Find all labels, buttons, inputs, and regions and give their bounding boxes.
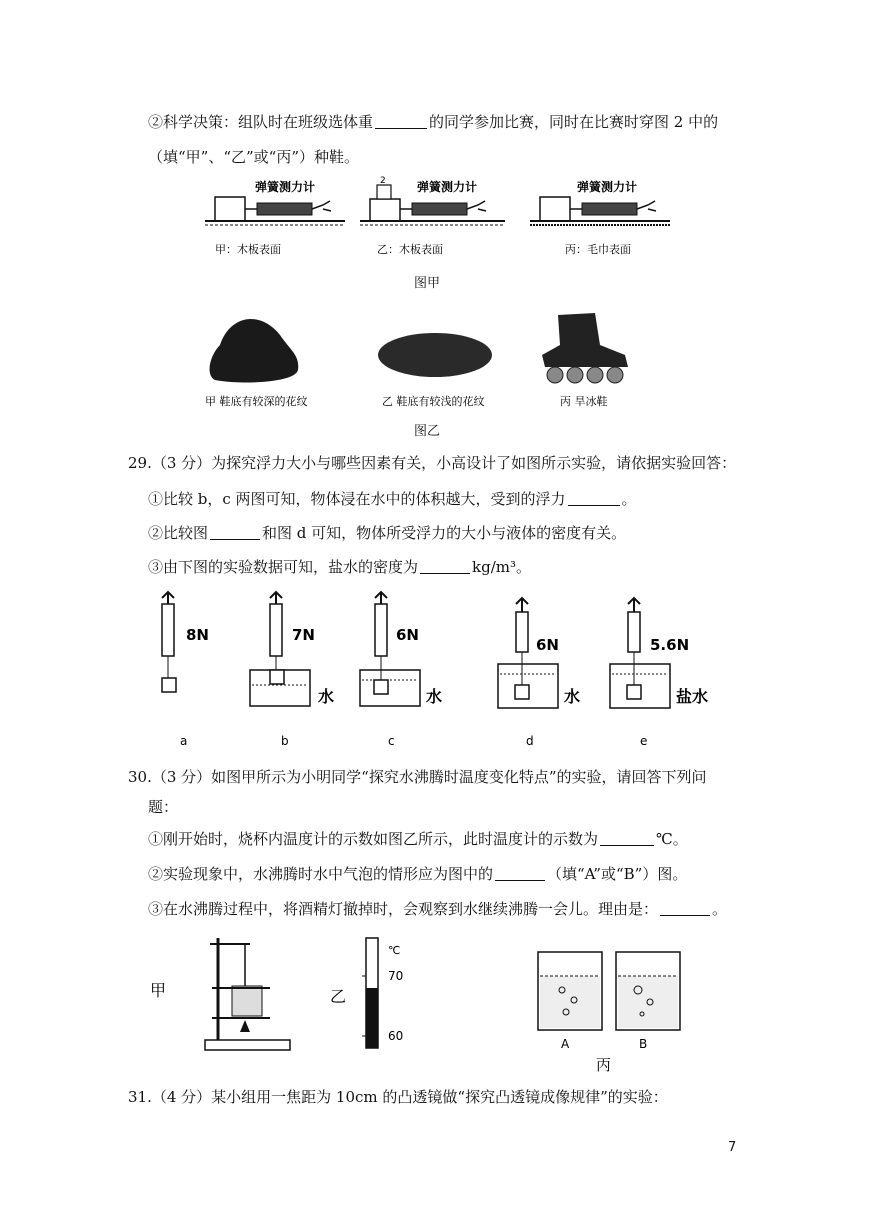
- spring-label-1: 弹簧测力计: [255, 180, 316, 194]
- beaker-b: [616, 952, 680, 1051]
- spring-label-2: 弹簧测力计: [417, 180, 478, 194]
- q30-item3: ③在水沸腾过程中，将酒精灯撤掉时，会观察到水继续沸腾一会儿。理由是： 。: [148, 900, 728, 918]
- setup-e: [610, 598, 708, 708]
- label-e: e: [640, 734, 648, 748]
- roller-skate: [542, 313, 628, 383]
- shoe-deep-tread: [210, 319, 299, 383]
- buoyancy-figure: [150, 590, 740, 750]
- reading-e: 5.6N: [650, 636, 690, 654]
- q29-stem: 29.（3 分）为探究浮力大小与哪些因素有关，小高设计了如图所示实验，请依据实验回答：: [128, 454, 737, 472]
- shoe-caption-yi: 乙 鞋底有较浅的花纹: [382, 395, 485, 408]
- thermo-70: 70: [388, 969, 404, 983]
- page-number: 7: [728, 1140, 737, 1155]
- iron-stand: [205, 938, 290, 1050]
- figure-jia-title: 图甲: [414, 276, 441, 291]
- q31-stem: 31.（4 分）某小组用一焦距为 10cm 的凸透镜做“探究凸透镜成像规律”的实验：: [128, 1088, 668, 1106]
- caption-bing: 丙：毛巾表面: [565, 243, 631, 256]
- thermo-60: 60: [388, 1029, 404, 1043]
- setup-c: [360, 592, 442, 706]
- setup-bing: [530, 179, 670, 225]
- q29-item3: ③由下图的实验数据可知，盐水的密度为 kg/m³。: [148, 558, 531, 576]
- q29-item1: ①比较 b，c 两图可知，物体浸在水中的体积越大，受到的浮力 。: [148, 490, 637, 508]
- reading-d: 6N: [536, 636, 559, 654]
- setup-yi: [360, 176, 505, 225]
- q30-item1: ①刚开始时，烧杯内温度计的示数如图乙所示，此时温度计的示数为 ℃。: [148, 830, 688, 848]
- reading-c: 6N: [396, 626, 419, 644]
- beaker-a-label: A: [561, 1037, 570, 1051]
- svg-text:2: 2: [380, 176, 386, 186]
- q28-line2: （填“甲”、“乙”或“丙”）种鞋。: [148, 148, 360, 166]
- caption-jia: 甲：木板表面: [215, 243, 281, 256]
- q30-stem: 30.（3 分）如图甲所示为小明同学“探究水沸腾时温度变化特点”的实验，请回答下列问: [128, 768, 707, 786]
- shoes-figure: [200, 305, 680, 415]
- shoe-caption-bing: 丙 旱冰鞋: [560, 395, 608, 408]
- label-d: d: [526, 734, 534, 748]
- q30-item2: ②实验现象中，水沸腾时水中气泡的情形应为图中的 （填“A”或“B”）图。: [148, 865, 688, 883]
- reading-a: 8N: [186, 626, 209, 644]
- shoe-caption-jia: 甲 鞋底有较深的花纹: [205, 395, 308, 408]
- beaker-a: [538, 952, 602, 1051]
- setup-a: [162, 592, 209, 692]
- setup-b: [250, 592, 334, 706]
- liquid-c: 水: [426, 687, 443, 706]
- liquid-b: 水: [318, 687, 335, 706]
- label-jia: 甲: [150, 981, 167, 1000]
- beaker-b-label: B: [639, 1037, 648, 1051]
- thermo-unit: ℃: [388, 944, 401, 957]
- shoe-shallow-tread: [378, 333, 492, 377]
- figure-yi-title: 图乙: [414, 424, 441, 439]
- reading-b: 7N: [292, 626, 315, 644]
- label-c: c: [388, 734, 395, 748]
- label-yi: 乙: [330, 987, 347, 1006]
- setup-jia: [205, 179, 345, 225]
- boiling-figure: [150, 928, 690, 1076]
- setup-d: [498, 598, 580, 708]
- spring-label-3: 弹簧测力计: [577, 180, 638, 194]
- label-bing: 丙: [596, 1056, 612, 1074]
- q29-item2: ②比较图 和图 d 可知，物体所受浮力的大小与液体的密度有关。: [148, 524, 627, 542]
- caption-yi: 乙：木板表面: [377, 243, 443, 256]
- label-a: a: [180, 734, 188, 748]
- thermometer: [362, 938, 403, 1048]
- friction-setups-figure: [205, 175, 675, 260]
- liquid-e: 盐水: [676, 687, 709, 706]
- q28-line1: ②科学决策：组队时在班级选体重 的同学参加比赛，同时在比赛时穿图 2 中的: [148, 113, 719, 131]
- label-b: b: [281, 734, 289, 748]
- liquid-d: 水: [564, 687, 581, 706]
- q30-stem2: 题：: [148, 798, 179, 816]
